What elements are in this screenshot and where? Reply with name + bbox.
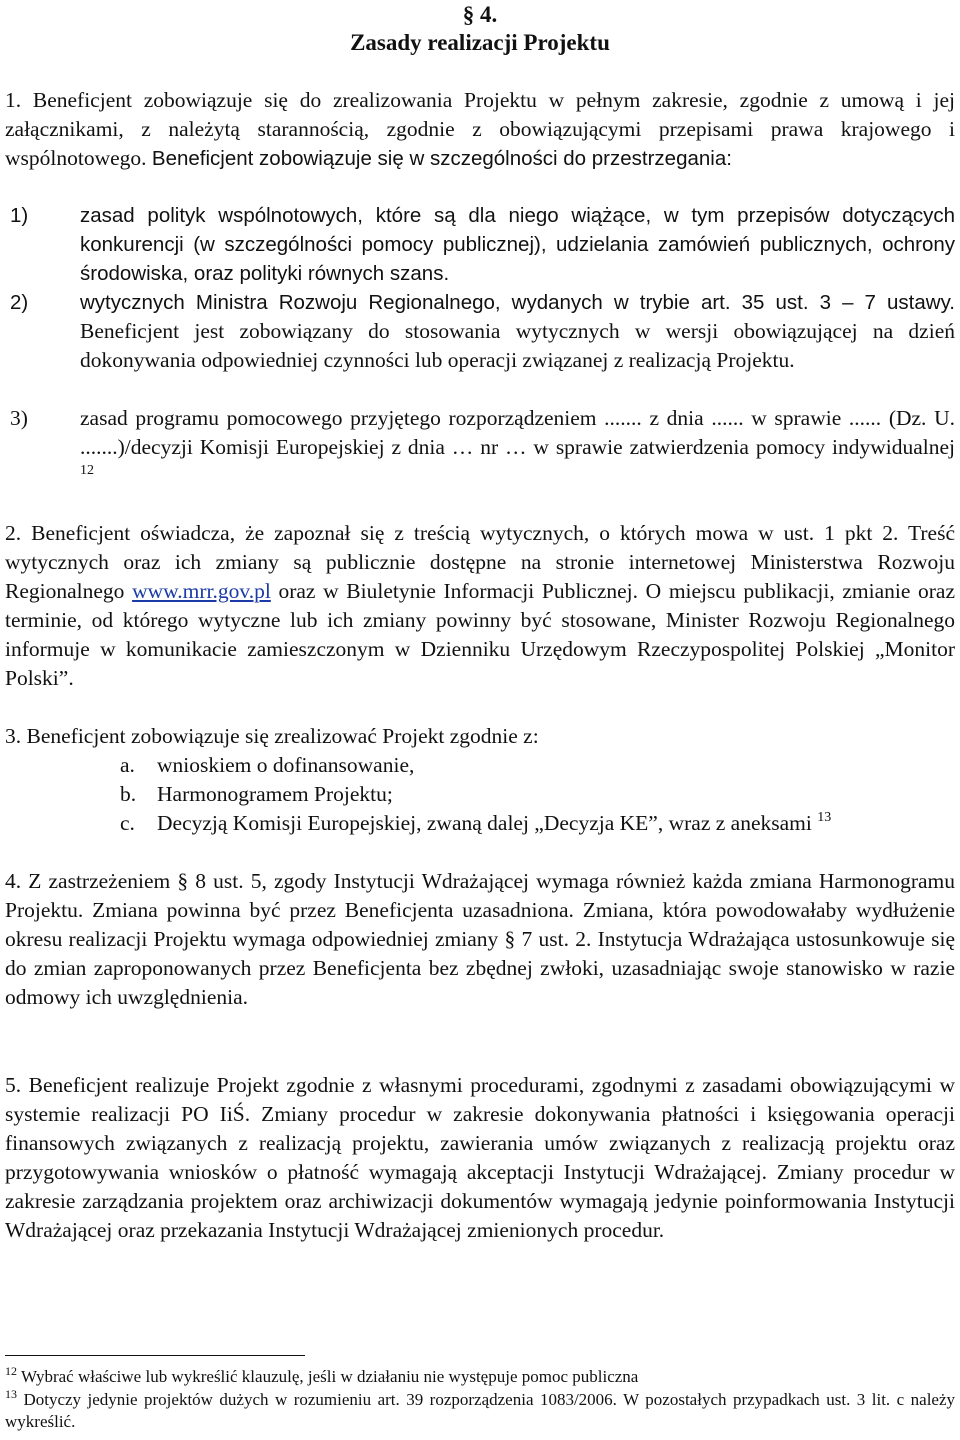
footnote-number: 12 xyxy=(5,1364,17,1378)
lettered-item-text: Decyzją Komisji Europejskiej, zwaną dalej „Decyzja KE”, wraz z aneksami xyxy=(157,811,812,835)
footnote-13 xyxy=(5,1389,955,1433)
paragraph-1 xyxy=(5,86,955,173)
list-item-text: zasad programu pomocowego przyjętego rozporządzeniem ....... z dnia ...... w sprawie ...... (Dz. U. .......)/decyzji Komisji Europejskiej z dnia … nr … w sprawie zatwierdzenia pomocy indywidualnej xyxy=(80,406,955,459)
paragraph-4-text: 4. Z zastrzeżeniem § 8 ust. 5, zgody Instytucji Wdrażającej wymaga również każda zmiana Harmonogramu Projektu. Zmiana powinna być przez Beneficjenta uzasadniona. Zmiana, która powodowałaby wydłużenie okresu realizacji Projektu wymaga odpowiedniej zmiany § 7 ust. 2. Instytucja Wdrażająca ustosunkowuje się do zmian zaproponowanych przez Beneficjenta bez zbędnej zwłoki, uzasadniając swoje stanowisko w razie odmowy ich uwzględnienia. xyxy=(5,869,955,1009)
list-item-number: 3) xyxy=(10,406,28,430)
lettered-item-letter: c. xyxy=(120,811,135,835)
paragraph-1-intro: 1. Beneficjent zobowiązuje się do zrealizowania Projektu w pełnym zakresie, zgodnie z umową i jej załącznikami, z należytą starannością, zgodnie z obowiązującymi przepisami prawa krajowego i wspólnotowego. xyxy=(5,88,955,170)
list-item-text-continued: Beneficjent jest zobowiązany do stosowania wytycznych w wersji obowiązującej na dzień dokonywania odpowiedniej czynności lub operacji związanej z realizacją Projektu. xyxy=(80,319,955,372)
footnote-text: Wybrać właściwe lub wykreślić klauzulę, jeśli w działaniu nie występuje pomoc publiczna xyxy=(20,1367,639,1386)
footnote-number: 13 xyxy=(5,1387,17,1401)
footnote-separator xyxy=(5,1355,305,1356)
list-item-number: 1) xyxy=(10,204,29,227)
paragraph-2-text: 2. Beneficjent oświadcza, że zapoznał się z treścią wytycznych, o których mowa w ust. 1 pkt 2. Treść wytycznych oraz ich zmiany są publicznie dostępne na stronie internetowej Ministerstwa Rozwoju Regionalnego xyxy=(5,521,955,603)
lettered-item-letter: a. xyxy=(120,753,135,777)
footnote-reference-13[interactable]: 13 xyxy=(817,810,832,825)
footnote-reference-12[interactable]: 12 xyxy=(80,463,94,478)
paragraph-3 xyxy=(5,722,955,751)
lettered-item-text: wnioskiem o dofinansowanie, xyxy=(157,753,415,777)
footnote-12 xyxy=(5,1366,955,1388)
paragraph-4 xyxy=(5,867,955,1012)
paragraph-5-text: 5. Beneficjent realizuje Projekt zgodnie z własnymi procedurami, zgodnymi z zasadami obowiązującymi w systemie realizacji PO IiŚ. Zmiany procedur w zakresie dokonywania płatności i księgowania operacji finansowych związanych z realizacją projektu, zawierania umów związanych z realizacją projektu oraz przygotowywania wniosków o płatność wymagają akceptacji Instytucji Wdrażającej. Zmiany procedur w zakresie zarządzania projektem oraz archiwizacji dokumentów wymagają jedynie poinformowania Instytucji Wdrażającej oraz przekazania Instytucji Wdrażającej zmienionych procedur. xyxy=(5,1073,955,1242)
paragraph-1-obligation: Beneficjent zobowiązuje się w szczególności do przestrzegania: xyxy=(151,147,732,170)
list-item-text: wytycznych Ministra Rozwoju Regionalnego, wydanych w trybie art. 35 ust. 3 – 7 ustawy. xyxy=(80,291,955,314)
section-number: § 4. xyxy=(462,2,498,27)
section-title: Zasady realizacji Projektu xyxy=(350,30,610,55)
paragraph-2-text-continued: oraz w Biuletynie Informacji Publicznej. O miejscu publikacji, zmianie oraz terminie, od którego wytyczne lub ich zmiany powinny być stosowane, Minister Rozwoju Regionalnego informuje w komunikacie zamieszczonym w Dzienniku Urzędowym Rzeczypospolitej Polskiej „Monitor Polski”. xyxy=(5,579,956,690)
footnote-text: Dotyczy jedynie projektów dużych w rozumieniu art. 39 rozporządzenia 1083/2006. W pozostałych przypadkach ust. 3 lit. c należy wykreślić. xyxy=(5,1390,956,1431)
paragraph-5 xyxy=(5,1071,955,1245)
lettered-item-text: Harmonogramem Projektu; xyxy=(157,782,393,806)
paragraph-3-intro: 3. Beneficjent zobowiązuje się zrealizować Projekt zgodnie z: xyxy=(5,724,539,748)
lettered-item-letter: b. xyxy=(120,782,137,806)
list-item-text: zasad polityk wspólnotowych, które są dla niego wiążące, w tym przepisów dotyczących konkurencji (w szczególności pomocy publicznej), udzielania zamówień publicznych, ochrony środowiska, oraz polityki równych szans. xyxy=(80,204,955,285)
mrr-website-link[interactable]: www.mrr.gov.pl xyxy=(132,579,271,603)
paragraph-2 xyxy=(5,519,955,693)
list-item-number: 2) xyxy=(10,291,29,314)
